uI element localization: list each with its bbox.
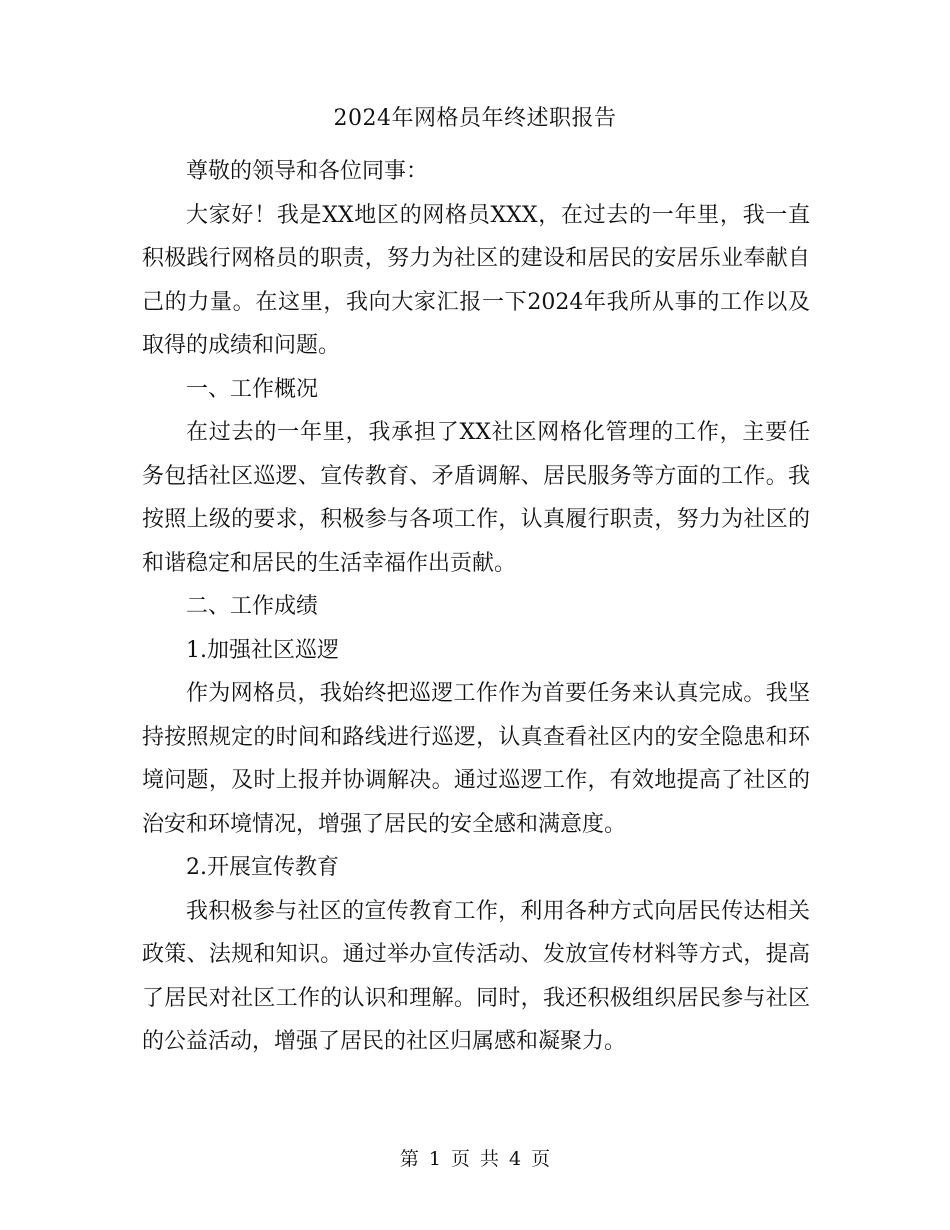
- subheading-education: 2.开展宣传教育: [186, 855, 339, 880]
- section-heading-overview: 一、工作概况: [186, 376, 319, 402]
- salutation-paragraph: 尊敬的领导和各位同事：: [186, 159, 429, 184]
- subheading-patrol: 1.加强社区巡逻: [186, 637, 339, 663]
- page-number-footer: 第 1 页 共 4 页: [399, 1148, 551, 1170]
- section-heading-achievements: 二、工作成绩: [186, 594, 319, 619]
- patrol-paragraph: 作为网格员，我始终把巡逻工作作为首要任务来认真完成。我坚持按照规定的时间和路线进行巡逻，认真查看社区内的安全隐患和环境问题，及时上报并协调解决。通过巡逻工作，有效地提高了社区的治安和环境情况，增强了居民的安全感和满意度。: [142, 681, 810, 837]
- document-title: 2024年网格员年终述职报告: [333, 106, 617, 131]
- intro-paragraph: 大家好！我是XX地区的网格员XXX，在过去的一年里，我一直积极践行网格员的职责，努力为社区的建设和居民的安居乐业奉献自己的力量。在这里，我向大家汇报一下2024年我所从事的工作以及取得的成绩和问题。: [142, 202, 810, 358]
- document-body: [142, 150, 810, 1064]
- education-paragraph: 我积极参与社区的宣传教育工作，利用各种方式向居民传达相关政策、法规和知识。通过举办宣传活动、发放宣传材料等方式，提高了居民对社区工作的认识和理解。同时，我还积极组织居民参与社区的公益活动，增强了居民的社区归属感和凝聚力。: [142, 898, 810, 1054]
- overview-paragraph: 在过去的一年里，我承担了XX社区网格化管理的工作，主要任务包括社区巡逻、宣传教育、矛盾调解、居民服务等方面的工作。我按照上级的要求，积极参与各项工作，认真履行职责，努力为社区的和谐稳定和居民的生活幸福作出贡献。: [142, 420, 810, 576]
